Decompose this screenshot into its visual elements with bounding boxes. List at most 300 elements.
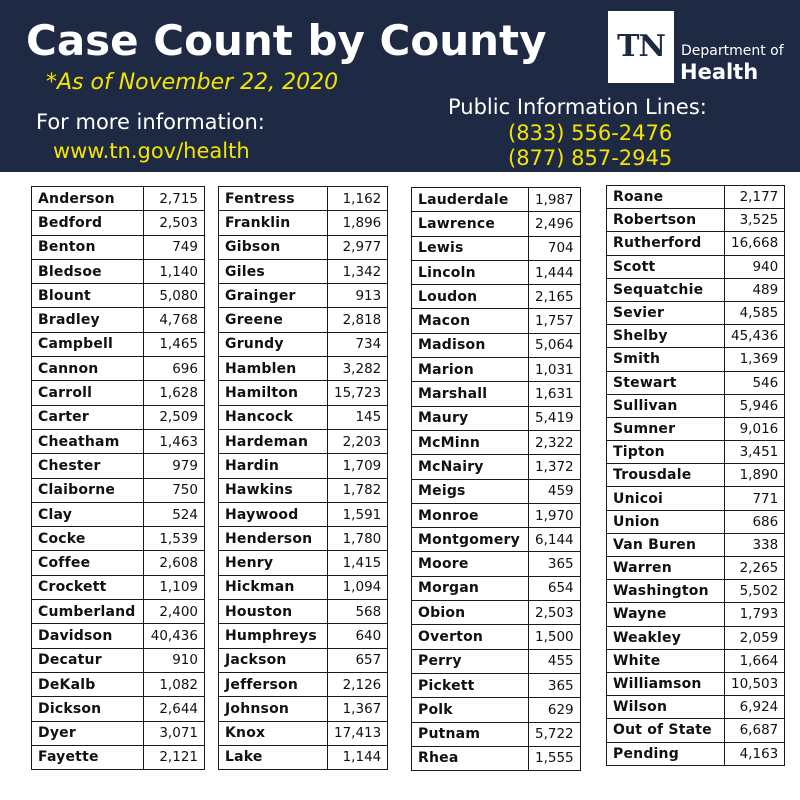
table-row bbox=[607, 255, 785, 278]
county-name: Franklin bbox=[219, 211, 328, 235]
case-count: 6,687 bbox=[725, 719, 785, 742]
case-count: 546 bbox=[725, 371, 785, 394]
table-row bbox=[32, 745, 205, 769]
table-row bbox=[32, 697, 205, 721]
table-row bbox=[412, 236, 581, 260]
case-count: 3,282 bbox=[328, 357, 388, 381]
case-count: 1,709 bbox=[328, 454, 388, 478]
county-name: Monroe bbox=[412, 503, 529, 527]
table-row bbox=[219, 745, 388, 769]
table-row bbox=[219, 575, 388, 599]
table-row bbox=[32, 575, 205, 599]
case-count: 657 bbox=[328, 648, 388, 672]
table-row bbox=[219, 672, 388, 696]
table-row bbox=[32, 211, 205, 235]
logo-department-text: Department of bbox=[681, 43, 784, 59]
case-count: 5,419 bbox=[529, 406, 581, 430]
case-count: 9,016 bbox=[725, 417, 785, 440]
county-name: Rhea bbox=[412, 746, 529, 770]
county-name: Sumner bbox=[607, 417, 725, 440]
county-name: Carter bbox=[32, 405, 144, 429]
county-table-4 bbox=[606, 185, 785, 766]
case-count: 1,500 bbox=[529, 625, 581, 649]
county-name: Henderson bbox=[219, 527, 328, 551]
county-name: Cannon bbox=[32, 357, 144, 381]
case-count: 2,644 bbox=[144, 697, 205, 721]
case-count: 750 bbox=[144, 478, 205, 502]
case-count: 2,265 bbox=[725, 557, 785, 580]
county-name: Benton bbox=[32, 235, 144, 259]
county-name: Perry bbox=[412, 649, 529, 673]
table-row bbox=[607, 186, 785, 209]
county-name: Macon bbox=[412, 309, 529, 333]
page-title: Case Count by County bbox=[26, 16, 547, 65]
case-count: 2,203 bbox=[328, 429, 388, 453]
case-count: 6,924 bbox=[725, 696, 785, 719]
header-banner bbox=[0, 0, 800, 172]
table-row bbox=[412, 746, 581, 770]
table-row bbox=[32, 405, 205, 429]
case-count: 4,768 bbox=[144, 308, 205, 332]
case-count: 2,177 bbox=[725, 186, 785, 209]
table-row bbox=[219, 697, 388, 721]
case-count: 1,970 bbox=[529, 503, 581, 527]
county-name: Weakley bbox=[607, 626, 725, 649]
case-count: 2,165 bbox=[529, 285, 581, 309]
case-count: 2,977 bbox=[328, 235, 388, 259]
case-count: 2,503 bbox=[529, 601, 581, 625]
case-count: 2,400 bbox=[144, 600, 205, 624]
case-count: 1,896 bbox=[328, 211, 388, 235]
county-name: Polk bbox=[412, 698, 529, 722]
table-row bbox=[219, 211, 388, 235]
county-name: Van Buren bbox=[607, 533, 725, 556]
table-row bbox=[607, 348, 785, 371]
table-row bbox=[412, 479, 581, 503]
county-name: Humphreys bbox=[219, 624, 328, 648]
county-name: Scott bbox=[607, 255, 725, 278]
table-row bbox=[607, 672, 785, 695]
case-count: 3,525 bbox=[725, 209, 785, 232]
county-name: Cheatham bbox=[32, 429, 144, 453]
table-row bbox=[607, 649, 785, 672]
county-name: Putnam bbox=[412, 722, 529, 746]
county-name: Cumberland bbox=[32, 600, 144, 624]
table-row bbox=[607, 325, 785, 348]
case-count: 5,946 bbox=[725, 394, 785, 417]
phone-number-2[interactable]: (877) 857-2945 bbox=[508, 146, 673, 170]
county-name: Washington bbox=[607, 580, 725, 603]
case-count: 5,080 bbox=[144, 284, 205, 308]
table-row bbox=[412, 698, 581, 722]
county-name: Greene bbox=[219, 308, 328, 332]
tn-logo: TN bbox=[608, 11, 674, 83]
table-row bbox=[607, 603, 785, 626]
county-name: Houston bbox=[219, 600, 328, 624]
case-count: 45,436 bbox=[725, 325, 785, 348]
case-count: 2,121 bbox=[144, 745, 205, 769]
county-name: Claiborne bbox=[32, 478, 144, 502]
more-info-label: For more information: bbox=[36, 110, 265, 134]
table-row bbox=[219, 600, 388, 624]
county-name: Pending bbox=[607, 742, 725, 765]
case-count: 17,413 bbox=[328, 721, 388, 745]
county-name: Marion bbox=[412, 358, 529, 382]
table-row bbox=[32, 600, 205, 624]
county-name: Carroll bbox=[32, 381, 144, 405]
county-name: Knox bbox=[219, 721, 328, 745]
county-table-1 bbox=[31, 186, 205, 770]
county-name: Coffee bbox=[32, 551, 144, 575]
case-count: 1,372 bbox=[529, 455, 581, 479]
county-name: Crockett bbox=[32, 575, 144, 599]
table-row bbox=[607, 580, 785, 603]
case-count: 1,140 bbox=[144, 259, 205, 283]
table-row bbox=[32, 527, 205, 551]
logo-health-text: Health bbox=[680, 60, 759, 84]
case-count: 2,818 bbox=[328, 308, 388, 332]
table-row bbox=[607, 278, 785, 301]
county-name: Decatur bbox=[32, 648, 144, 672]
case-count: 3,451 bbox=[725, 441, 785, 464]
table-row bbox=[219, 721, 388, 745]
table-row bbox=[412, 552, 581, 576]
table-row bbox=[219, 357, 388, 381]
case-count: 640 bbox=[328, 624, 388, 648]
case-count: 145 bbox=[328, 405, 388, 429]
county-name: Marshall bbox=[412, 382, 529, 406]
table-row bbox=[219, 648, 388, 672]
county-name: Hardeman bbox=[219, 429, 328, 453]
case-count: 4,163 bbox=[725, 742, 785, 765]
case-count: 2,503 bbox=[144, 211, 205, 235]
case-count: 913 bbox=[328, 284, 388, 308]
case-count: 524 bbox=[144, 502, 205, 526]
case-count: 5,502 bbox=[725, 580, 785, 603]
table-row bbox=[219, 551, 388, 575]
table-row bbox=[32, 381, 205, 405]
case-count: 1,628 bbox=[144, 381, 205, 405]
table-row bbox=[32, 187, 205, 211]
case-count: 4,585 bbox=[725, 301, 785, 324]
county-name: McMinn bbox=[412, 430, 529, 454]
county-name: Smith bbox=[607, 348, 725, 371]
table-row bbox=[32, 454, 205, 478]
county-name: Obion bbox=[412, 601, 529, 625]
case-count: 1,555 bbox=[529, 746, 581, 770]
table-row bbox=[412, 188, 581, 212]
county-name: Lake bbox=[219, 745, 328, 769]
case-count: 1,463 bbox=[144, 429, 205, 453]
case-count: 2,715 bbox=[144, 187, 205, 211]
table-row bbox=[219, 624, 388, 648]
table-row bbox=[219, 284, 388, 308]
case-count: 568 bbox=[328, 600, 388, 624]
case-count: 15,723 bbox=[328, 381, 388, 405]
case-count: 749 bbox=[144, 235, 205, 259]
county-name: Lewis bbox=[412, 236, 529, 260]
case-count: 1,757 bbox=[529, 309, 581, 333]
county-name: Sullivan bbox=[607, 394, 725, 417]
county-name: Wilson bbox=[607, 696, 725, 719]
county-name: Gibson bbox=[219, 235, 328, 259]
case-count: 2,126 bbox=[328, 672, 388, 696]
table-row bbox=[32, 478, 205, 502]
case-count: 734 bbox=[328, 332, 388, 356]
table-row bbox=[219, 429, 388, 453]
county-name: Johnson bbox=[219, 697, 328, 721]
table-row bbox=[412, 528, 581, 552]
county-name: Haywood bbox=[219, 502, 328, 526]
case-count: 979 bbox=[144, 454, 205, 478]
table-row bbox=[607, 394, 785, 417]
county-name: Bedford bbox=[32, 211, 144, 235]
case-count: 365 bbox=[529, 552, 581, 576]
table-row bbox=[412, 406, 581, 430]
case-count: 40,436 bbox=[144, 624, 205, 648]
case-count: 3,071 bbox=[144, 721, 205, 745]
county-name: Morgan bbox=[412, 576, 529, 600]
case-count: 940 bbox=[725, 255, 785, 278]
county-table-3 bbox=[411, 187, 581, 771]
county-name: White bbox=[607, 649, 725, 672]
county-name: Lincoln bbox=[412, 260, 529, 284]
county-name: Stewart bbox=[607, 371, 725, 394]
county-name: Unicoi bbox=[607, 487, 725, 510]
case-count: 1,793 bbox=[725, 603, 785, 626]
county-name: Blount bbox=[32, 284, 144, 308]
case-count: 1,144 bbox=[328, 745, 388, 769]
table-row bbox=[412, 722, 581, 746]
county-name: Roane bbox=[607, 186, 725, 209]
case-count: 1,444 bbox=[529, 260, 581, 284]
county-name: Rutherford bbox=[607, 232, 725, 255]
table-row bbox=[219, 308, 388, 332]
case-count: 629 bbox=[529, 698, 581, 722]
case-count: 2,059 bbox=[725, 626, 785, 649]
case-count: 10,503 bbox=[725, 672, 785, 695]
county-name: Grundy bbox=[219, 332, 328, 356]
table-row bbox=[32, 672, 205, 696]
county-name: Pickett bbox=[412, 673, 529, 697]
county-table-2 bbox=[218, 186, 388, 770]
case-count: 365 bbox=[529, 673, 581, 697]
table-row bbox=[219, 332, 388, 356]
county-name: Wayne bbox=[607, 603, 725, 626]
table-row bbox=[32, 308, 205, 332]
county-name: Jackson bbox=[219, 648, 328, 672]
county-name: Dyer bbox=[32, 721, 144, 745]
table-row bbox=[32, 235, 205, 259]
case-count: 1,342 bbox=[328, 259, 388, 283]
county-name: Giles bbox=[219, 259, 328, 283]
case-count: 910 bbox=[144, 648, 205, 672]
case-count: 1,780 bbox=[328, 527, 388, 551]
case-count: 1,367 bbox=[328, 697, 388, 721]
county-name: Sevier bbox=[607, 301, 725, 324]
table-row bbox=[32, 429, 205, 453]
info-lines-label: Public Information Lines: bbox=[448, 95, 707, 119]
table-row bbox=[412, 601, 581, 625]
county-name: Henry bbox=[219, 551, 328, 575]
table-row bbox=[607, 441, 785, 464]
table-row bbox=[219, 259, 388, 283]
case-count: 455 bbox=[529, 649, 581, 673]
table-row bbox=[219, 381, 388, 405]
case-count: 16,668 bbox=[725, 232, 785, 255]
county-name: McNairy bbox=[412, 455, 529, 479]
table-row bbox=[219, 235, 388, 259]
case-count: 1,987 bbox=[529, 188, 581, 212]
table-row bbox=[412, 503, 581, 527]
county-name: Hardin bbox=[219, 454, 328, 478]
table-row bbox=[32, 624, 205, 648]
table-row bbox=[32, 551, 205, 575]
county-name: Meigs bbox=[412, 479, 529, 503]
county-name: Lawrence bbox=[412, 212, 529, 236]
county-name: Grainger bbox=[219, 284, 328, 308]
case-count: 771 bbox=[725, 487, 785, 510]
county-name: Moore bbox=[412, 552, 529, 576]
county-name: Jefferson bbox=[219, 672, 328, 696]
county-name: Robertson bbox=[607, 209, 725, 232]
case-count: 1,109 bbox=[144, 575, 205, 599]
table-row bbox=[607, 232, 785, 255]
county-name: Lauderdale bbox=[412, 188, 529, 212]
table-row bbox=[607, 626, 785, 649]
county-name: DeKalb bbox=[32, 672, 144, 696]
table-row bbox=[219, 187, 388, 211]
table-row bbox=[219, 527, 388, 551]
table-row bbox=[607, 371, 785, 394]
table-row bbox=[412, 382, 581, 406]
case-count: 459 bbox=[529, 479, 581, 503]
county-name: Out of State bbox=[607, 719, 725, 742]
case-count: 1,082 bbox=[144, 672, 205, 696]
county-name: Overton bbox=[412, 625, 529, 649]
table-row bbox=[607, 464, 785, 487]
county-name: Fayette bbox=[32, 745, 144, 769]
case-count: 686 bbox=[725, 510, 785, 533]
case-count: 1,890 bbox=[725, 464, 785, 487]
as-of-date: *As of November 22, 2020 bbox=[46, 70, 339, 95]
table-row bbox=[607, 417, 785, 440]
table-row bbox=[32, 332, 205, 356]
case-count: 1,465 bbox=[144, 332, 205, 356]
table-row bbox=[32, 648, 205, 672]
table-row bbox=[32, 721, 205, 745]
table-row bbox=[412, 285, 581, 309]
case-count: 1,094 bbox=[328, 575, 388, 599]
county-name: Sequatchie bbox=[607, 278, 725, 301]
case-count: 1,664 bbox=[725, 649, 785, 672]
county-name: Madison bbox=[412, 333, 529, 357]
table-row bbox=[219, 454, 388, 478]
county-name: Hickman bbox=[219, 575, 328, 599]
case-count: 1,782 bbox=[328, 478, 388, 502]
case-count: 2,496 bbox=[529, 212, 581, 236]
case-count: 654 bbox=[529, 576, 581, 600]
case-count: 704 bbox=[529, 236, 581, 260]
county-name: Hamilton bbox=[219, 381, 328, 405]
table-row bbox=[607, 719, 785, 742]
table-row bbox=[412, 212, 581, 236]
table-row bbox=[219, 405, 388, 429]
case-count: 1,415 bbox=[328, 551, 388, 575]
phone-number-1[interactable]: (833) 556-2476 bbox=[508, 121, 673, 145]
county-name: Bledsoe bbox=[32, 259, 144, 283]
table-row bbox=[412, 333, 581, 357]
case-count: 1,591 bbox=[328, 502, 388, 526]
table-row bbox=[412, 430, 581, 454]
county-name: Shelby bbox=[607, 325, 725, 348]
county-name: Hancock bbox=[219, 405, 328, 429]
county-name: Maury bbox=[412, 406, 529, 430]
case-count: 1,369 bbox=[725, 348, 785, 371]
case-count: 1,631 bbox=[529, 382, 581, 406]
county-name: Davidson bbox=[32, 624, 144, 648]
case-count: 1,031 bbox=[529, 358, 581, 382]
case-count: 2,509 bbox=[144, 405, 205, 429]
table-row bbox=[219, 478, 388, 502]
table-row bbox=[607, 557, 785, 580]
more-info-link[interactable]: www.tn.gov/health bbox=[53, 139, 250, 163]
table-row bbox=[32, 284, 205, 308]
county-name: Trousdale bbox=[607, 464, 725, 487]
table-row bbox=[32, 502, 205, 526]
county-name: Anderson bbox=[32, 187, 144, 211]
table-row bbox=[412, 625, 581, 649]
case-count: 696 bbox=[144, 357, 205, 381]
table-row bbox=[412, 576, 581, 600]
table-row bbox=[219, 502, 388, 526]
county-name: Williamson bbox=[607, 672, 725, 695]
county-name: Fentress bbox=[219, 187, 328, 211]
table-row bbox=[607, 742, 785, 765]
table-row bbox=[412, 673, 581, 697]
county-name: Chester bbox=[32, 454, 144, 478]
table-row bbox=[607, 209, 785, 232]
county-name: Warren bbox=[607, 557, 725, 580]
county-name: Loudon bbox=[412, 285, 529, 309]
case-count: 5,064 bbox=[529, 333, 581, 357]
county-name: Clay bbox=[32, 502, 144, 526]
table-row bbox=[607, 696, 785, 719]
case-count: 1,539 bbox=[144, 527, 205, 551]
case-count: 6,144 bbox=[529, 528, 581, 552]
table-row bbox=[412, 649, 581, 673]
table-row bbox=[412, 260, 581, 284]
table-row bbox=[607, 487, 785, 510]
county-name: Union bbox=[607, 510, 725, 533]
case-count: 5,722 bbox=[529, 722, 581, 746]
table-row bbox=[412, 358, 581, 382]
table-row bbox=[607, 510, 785, 533]
case-count: 338 bbox=[725, 533, 785, 556]
table-row bbox=[32, 357, 205, 381]
case-count: 2,608 bbox=[144, 551, 205, 575]
county-name: Tipton bbox=[607, 441, 725, 464]
case-count: 2,322 bbox=[529, 430, 581, 454]
table-row bbox=[412, 455, 581, 479]
table-row bbox=[607, 301, 785, 324]
table-row bbox=[32, 259, 205, 283]
county-name: Cocke bbox=[32, 527, 144, 551]
case-count: 489 bbox=[725, 278, 785, 301]
table-row bbox=[412, 309, 581, 333]
county-name: Dickson bbox=[32, 697, 144, 721]
case-count: 1,162 bbox=[328, 187, 388, 211]
